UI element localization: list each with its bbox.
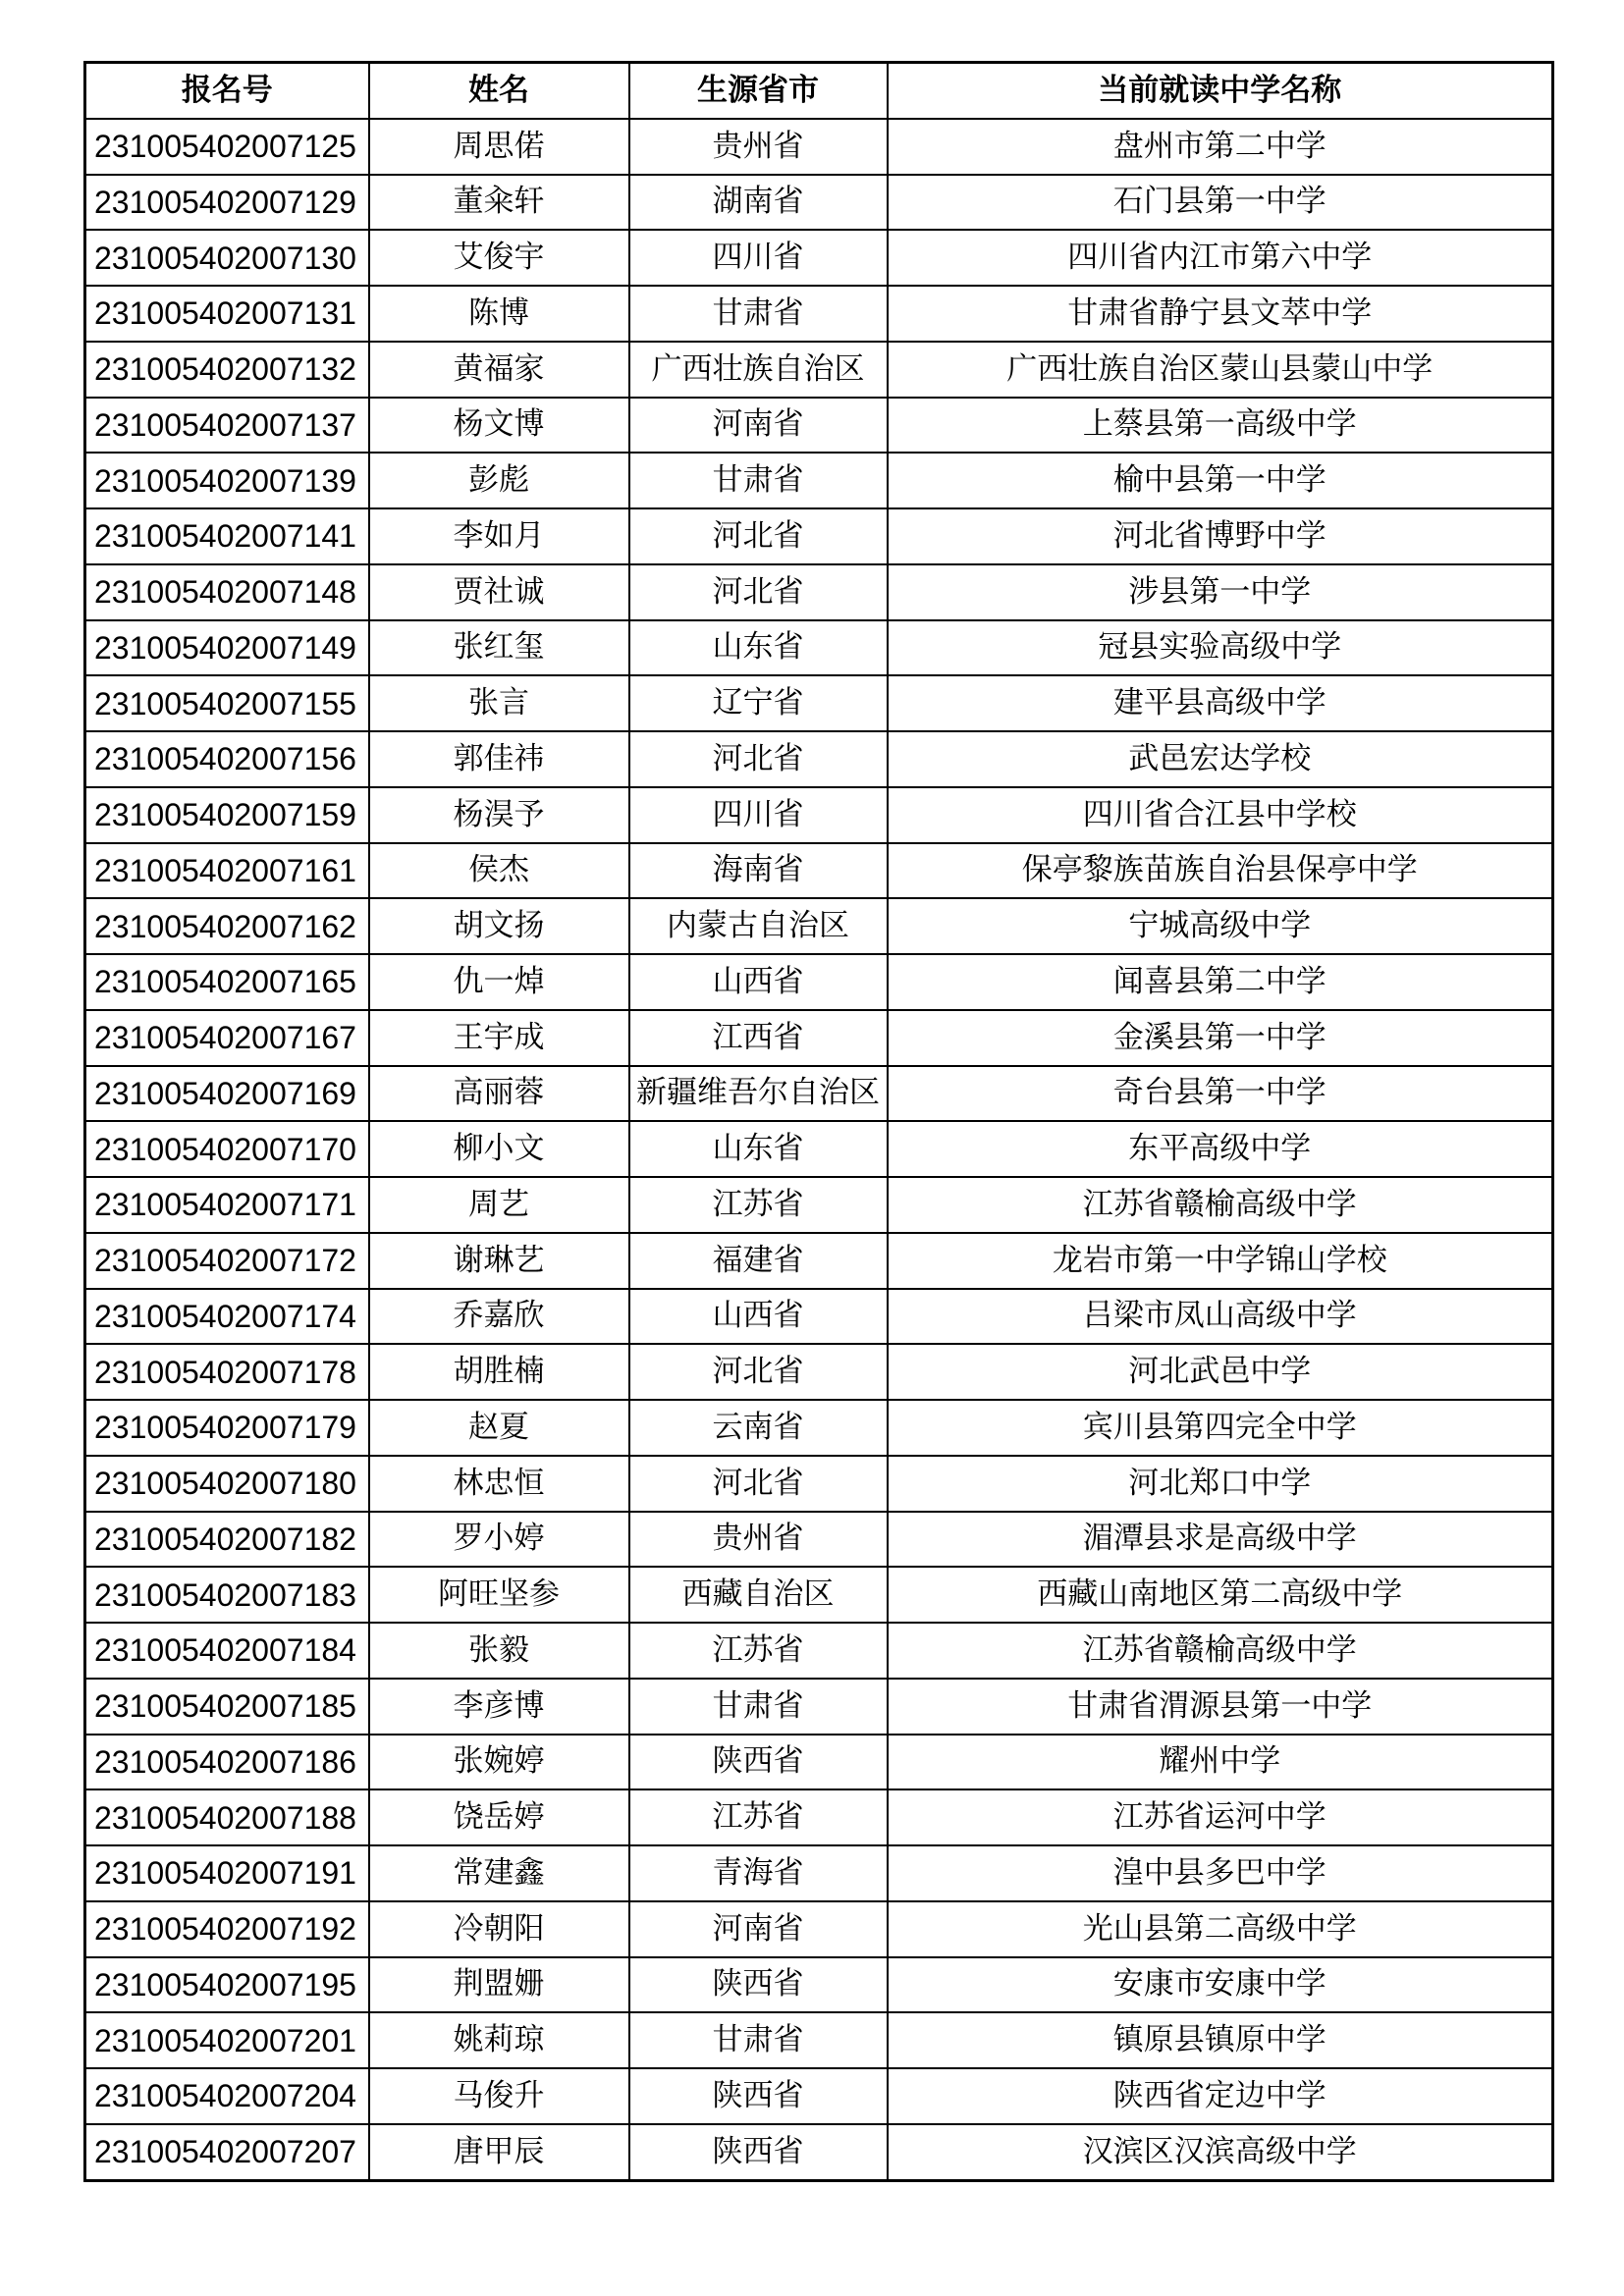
school-name-cell: 湄潭县求是高级中学 [888,1512,1553,1568]
registration-number-cell: 231005402007188 [85,1789,369,1845]
registration-number-cell: 231005402007204 [85,2068,369,2124]
province-cell: 甘肃省 [629,1679,888,1735]
province-cell: 河北省 [629,731,888,787]
school-name-cell: 湟中县多巴中学 [888,1845,1553,1901]
table-row [85,1623,1553,1679]
student-name-cell: 彭彪 [369,453,629,508]
student-name-cell: 黄福家 [369,342,629,398]
registration-number-cell: 231005402007192 [85,1901,369,1957]
table-row [85,1066,1553,1122]
province-cell: 内蒙古自治区 [629,898,888,954]
student-name-cell: 贾社诚 [369,564,629,620]
student-name-cell: 胡胜楠 [369,1344,629,1400]
header-registration-number: 报名号 [85,63,369,119]
school-name-cell: 东平高级中学 [888,1121,1553,1177]
school-name-cell: 石门县第一中学 [888,175,1553,231]
registration-number-cell: 231005402007183 [85,1567,369,1623]
student-name-cell: 姚莉琼 [369,2012,629,2068]
registration-number-cell: 231005402007179 [85,1400,369,1456]
table-row [85,453,1553,508]
school-name-cell: 上蔡县第一高级中学 [888,398,1553,454]
school-name-cell: 广西壮族自治区蒙山县蒙山中学 [888,342,1553,398]
student-name-cell: 阿旺坚参 [369,1567,629,1623]
header-name: 姓名 [369,63,629,119]
registration-number-cell: 231005402007156 [85,731,369,787]
registration-number-cell: 231005402007207 [85,2124,369,2180]
province-cell: 山东省 [629,620,888,676]
student-name-cell: 艾俊宇 [369,230,629,286]
table-row [85,119,1553,175]
table-row [85,1289,1553,1345]
school-name-cell: 光山县第二高级中学 [888,1901,1553,1957]
student-name-cell: 张毅 [369,1623,629,1679]
student-name-cell: 陈博 [369,286,629,342]
registration-number-cell: 231005402007185 [85,1679,369,1735]
student-name-cell: 周艺 [369,1177,629,1233]
registration-number-cell: 231005402007162 [85,898,369,954]
table-row [85,2012,1553,2068]
student-name-cell: 张言 [369,675,629,731]
table-row [85,1901,1553,1957]
province-cell: 山西省 [629,954,888,1010]
registration-number-cell: 231005402007186 [85,1735,369,1790]
registration-number-cell: 231005402007201 [85,2012,369,2068]
province-cell: 广西壮族自治区 [629,342,888,398]
registration-number-cell: 231005402007132 [85,342,369,398]
table-row [85,898,1553,954]
table-row [85,1735,1553,1790]
student-name-cell: 李如月 [369,508,629,564]
province-cell: 山东省 [629,1121,888,1177]
table-row [85,1121,1553,1177]
table-row [85,1344,1553,1400]
student-name-cell: 董籴轩 [369,175,629,231]
school-name-cell: 耀州中学 [888,1735,1553,1790]
registration-number-cell: 231005402007161 [85,843,369,899]
province-cell: 江苏省 [629,1623,888,1679]
registration-number-cell: 231005402007182 [85,1512,369,1568]
header-province: 生源省市 [629,63,888,119]
province-cell: 西藏自治区 [629,1567,888,1623]
school-name-cell: 闻喜县第二中学 [888,954,1553,1010]
table-header [85,63,1553,119]
school-name-cell: 盘州市第二中学 [888,119,1553,175]
province-cell: 新疆维吾尔自治区 [629,1066,888,1122]
province-cell: 甘肃省 [629,2012,888,2068]
registration-number-cell: 231005402007148 [85,564,369,620]
table-row [85,1177,1553,1233]
table-row [85,1512,1553,1568]
province-cell: 云南省 [629,1400,888,1456]
table-row [85,508,1553,564]
student-name-cell: 李彦博 [369,1679,629,1735]
province-cell: 四川省 [629,787,888,843]
table-row [85,675,1553,731]
registration-number-cell: 231005402007129 [85,175,369,231]
province-cell: 河南省 [629,398,888,454]
table-row [85,564,1553,620]
student-name-cell: 高丽蓉 [369,1066,629,1122]
school-name-cell: 奇台县第一中学 [888,1066,1553,1122]
table-row [85,2124,1553,2180]
school-name-cell: 四川省合江县中学校 [888,787,1553,843]
registration-number-cell: 231005402007155 [85,675,369,731]
school-name-cell: 镇原县镇原中学 [888,2012,1553,2068]
student-name-cell: 马俊升 [369,2068,629,2124]
registration-number-cell: 231005402007169 [85,1066,369,1122]
table-row [85,1456,1553,1512]
student-name-cell: 胡文扬 [369,898,629,954]
registration-number-cell: 231005402007178 [85,1344,369,1400]
province-cell: 河北省 [629,564,888,620]
school-name-cell: 保亭黎族苗族自治县保亭中学 [888,843,1553,899]
table-row [85,787,1553,843]
province-cell: 河北省 [629,1344,888,1400]
school-name-cell: 金溪县第一中学 [888,1010,1553,1066]
registration-number-cell: 231005402007137 [85,398,369,454]
province-cell: 河南省 [629,1901,888,1957]
school-name-cell: 江苏省运河中学 [888,1789,1553,1845]
school-name-cell: 汉滨区汉滨高级中学 [888,2124,1553,2180]
registration-number-cell: 231005402007180 [85,1456,369,1512]
registration-number-cell: 231005402007159 [85,787,369,843]
table-row [85,1233,1553,1289]
header-row [85,63,1553,119]
table-body [85,119,1553,2180]
province-cell: 海南省 [629,843,888,899]
student-name-cell: 张婉婷 [369,1735,629,1790]
registration-number-cell: 231005402007170 [85,1121,369,1177]
table-row [85,230,1553,286]
province-cell: 河北省 [629,508,888,564]
registration-number-cell: 231005402007130 [85,230,369,286]
table-row [85,398,1553,454]
table-row [85,620,1553,676]
province-cell: 江苏省 [629,1177,888,1233]
student-name-cell: 常建鑫 [369,1845,629,1901]
table-row [85,286,1553,342]
school-name-cell: 榆中县第一中学 [888,453,1553,508]
school-name-cell: 江苏省赣榆高级中学 [888,1623,1553,1679]
province-cell: 四川省 [629,230,888,286]
province-cell: 青海省 [629,1845,888,1901]
school-name-cell: 安康市安康中学 [888,1957,1553,2013]
province-cell: 陕西省 [629,2124,888,2180]
province-cell: 陕西省 [629,1957,888,2013]
registration-number-cell: 231005402007191 [85,1845,369,1901]
student-name-cell: 郭佳祎 [369,731,629,787]
province-cell: 陕西省 [629,2068,888,2124]
student-name-cell: 谢琳艺 [369,1233,629,1289]
registration-number-cell: 231005402007172 [85,1233,369,1289]
school-name-cell: 河北省博野中学 [888,508,1553,564]
school-name-cell: 建平县高级中学 [888,675,1553,731]
student-name-cell: 饶岳婷 [369,1789,629,1845]
registration-number-cell: 231005402007149 [85,620,369,676]
province-cell: 江苏省 [629,1789,888,1845]
student-name-cell: 周思偌 [369,119,629,175]
student-name-cell: 杨淏予 [369,787,629,843]
student-name-cell: 唐甲辰 [369,2124,629,2180]
province-cell: 贵州省 [629,119,888,175]
table-row [85,1957,1553,2013]
school-name-cell: 河北郑口中学 [888,1456,1553,1512]
table-row [85,1679,1553,1735]
student-name-cell: 柳小文 [369,1121,629,1177]
province-cell: 辽宁省 [629,675,888,731]
student-name-cell: 侯杰 [369,843,629,899]
school-name-cell: 宾川县第四完全中学 [888,1400,1553,1456]
school-name-cell: 甘肃省渭源县第一中学 [888,1679,1553,1735]
province-cell: 江西省 [629,1010,888,1066]
province-cell: 甘肃省 [629,453,888,508]
registration-number-cell: 231005402007141 [85,508,369,564]
province-cell: 甘肃省 [629,286,888,342]
table-row [85,1789,1553,1845]
school-name-cell: 河北武邑中学 [888,1344,1553,1400]
student-name-cell: 仇一焯 [369,954,629,1010]
registration-number-cell: 231005402007184 [85,1623,369,1679]
student-name-cell: 张红玺 [369,620,629,676]
registration-number-cell: 231005402007174 [85,1289,369,1345]
school-name-cell: 龙岩市第一中学锦山学校 [888,1233,1553,1289]
school-name-cell: 陕西省定边中学 [888,2068,1553,2124]
province-cell: 福建省 [629,1233,888,1289]
student-name-cell: 乔嘉欣 [369,1289,629,1345]
student-name-cell: 罗小婷 [369,1512,629,1568]
student-name-cell: 王宇成 [369,1010,629,1066]
student-name-cell: 赵夏 [369,1400,629,1456]
school-name-cell: 江苏省赣榆高级中学 [888,1177,1553,1233]
province-cell: 河北省 [629,1456,888,1512]
registration-number-cell: 231005402007131 [85,286,369,342]
school-name-cell: 涉县第一中学 [888,564,1553,620]
registration-number-cell: 231005402007171 [85,1177,369,1233]
province-cell: 贵州省 [629,1512,888,1568]
table-row [85,1845,1553,1901]
table-row [85,2068,1553,2124]
student-name-cell: 杨文博 [369,398,629,454]
table-row [85,1567,1553,1623]
registration-number-cell: 231005402007125 [85,119,369,175]
province-cell: 陕西省 [629,1735,888,1790]
province-cell: 山西省 [629,1289,888,1345]
school-name-cell: 西藏山南地区第二高级中学 [888,1567,1553,1623]
header-school: 当前就读中学名称 [888,63,1553,119]
school-name-cell: 宁城高级中学 [888,898,1553,954]
registration-number-cell: 231005402007167 [85,1010,369,1066]
student-name-cell: 荆盟姗 [369,1957,629,2013]
registration-number-cell: 231005402007165 [85,954,369,1010]
table-row [85,1400,1553,1456]
school-name-cell: 四川省内江市第六中学 [888,230,1553,286]
student-name-cell: 林忠恒 [369,1456,629,1512]
table-row [85,1010,1553,1066]
school-name-cell: 冠县实验高级中学 [888,620,1553,676]
table-row [85,731,1553,787]
registration-number-cell: 231005402007195 [85,1957,369,2013]
registration-number-cell: 231005402007139 [85,453,369,508]
province-cell: 湖南省 [629,175,888,231]
student-name-cell: 冷朝阳 [369,1901,629,1957]
table-row [85,843,1553,899]
school-name-cell: 吕梁市凤山高级中学 [888,1289,1553,1345]
table-row [85,342,1553,398]
school-name-cell: 武邑宏达学校 [888,731,1553,787]
school-name-cell: 甘肃省静宁县文萃中学 [888,286,1553,342]
table-row [85,954,1553,1010]
table-row [85,175,1553,231]
roster-table [83,61,1554,2182]
